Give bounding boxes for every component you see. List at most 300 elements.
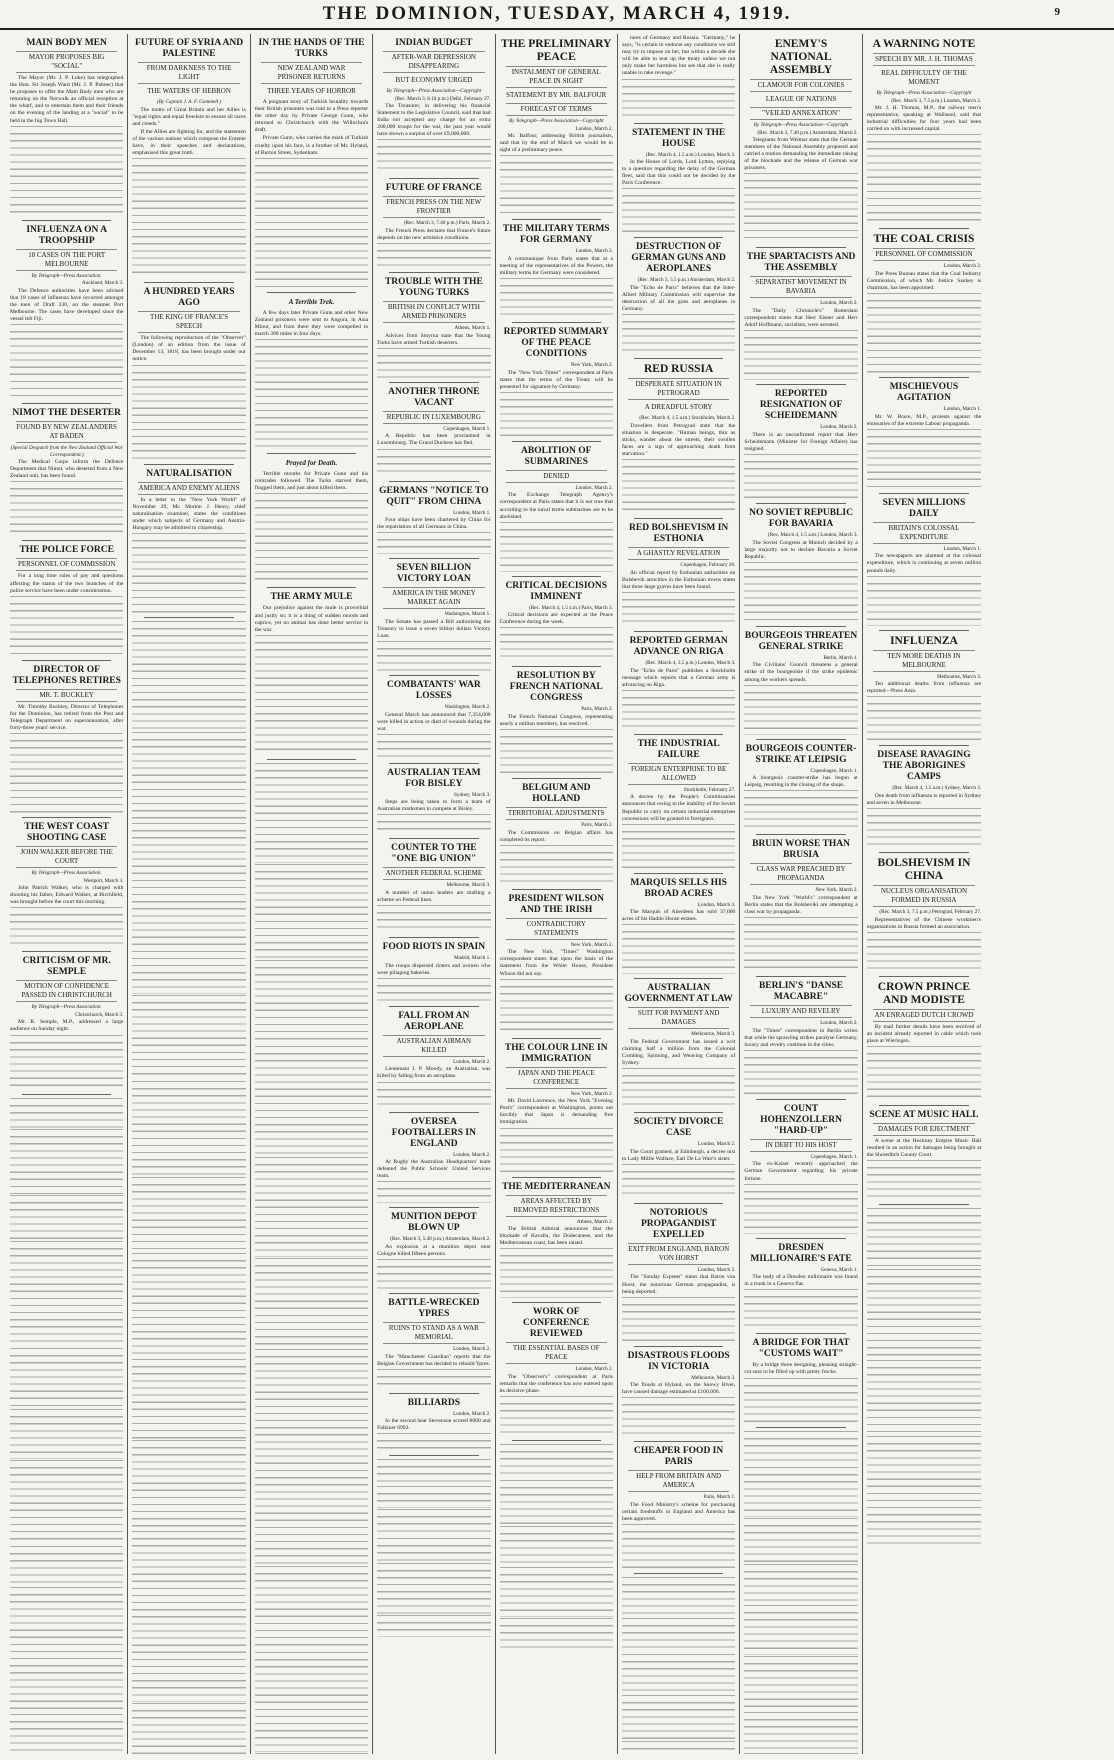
- article-text-continuation: [132, 732, 245, 822]
- article-divider: [512, 889, 601, 890]
- article-headline: MAIN BODY MEN: [26, 38, 107, 48]
- article-subheading: DENIED: [506, 470, 607, 483]
- article-text-continuation: [255, 960, 368, 1045]
- article-paragraph: Our prejudice against the mule is proverbial and justly so; it is a thing of sudden moods and caprice, yet no animal has done better service in the war.: [254, 605, 369, 633]
- article-dateline: (Rec. March 4, 1.5 a.m.) Stockholm, March 2.: [639, 415, 736, 422]
- article-headline: GERMANS "NOTICE TO QUIT" FROM CHINA: [379, 485, 489, 507]
- article-divider: [879, 228, 969, 229]
- article-paragraph: The French National Congress, representing nearly a million members, has resolved.: [499, 713, 613, 727]
- article-paragraph: The floods at Hyland, on the Snowy River, have caused damage estimated at £100,000.: [621, 1382, 736, 1396]
- article-subheading: ANOTHER FEDERAL SCHEME: [383, 867, 484, 880]
- article-paragraph: The Court granted, at Edinburgh, a decree nisi to Lady Millie Wallace, Earl De La Warr's sister.: [621, 1148, 736, 1162]
- article-text-continuation: [132, 158, 245, 278]
- article-subheading: 18 CASES ON THE PORT MELBOURNE: [16, 249, 117, 271]
- article-subsection-heading: Prayed for Death.: [285, 459, 338, 468]
- article-text-continuation: [622, 1397, 735, 1437]
- article-text-continuation: [500, 1567, 613, 1617]
- article-dateline: (Rec. March 4, 1.5 a.m.) London, March 3.: [768, 532, 858, 539]
- article-headline: BELGIUM AND HOLLAND: [522, 783, 591, 805]
- article-divider: [634, 978, 723, 979]
- article-headline: OVERSEA FOOTBALLERS IN ENGLAND: [391, 1116, 476, 1149]
- article-paragraph: Representatives of the Chinese workmen's organisations in Russia formed an association.: [866, 916, 982, 930]
- article-divider: [634, 518, 723, 519]
- article-text-continuation: [622, 1524, 735, 1569]
- article-source-line: By Telegraph—Press Association—Copyright: [386, 88, 482, 94]
- article-text-continuation: [622, 1577, 735, 1617]
- article-paragraph: The "Sunday Express" states that Baron von Horst, the notorious German propagandist, is being deported.: [621, 1274, 736, 1295]
- article-divider: [512, 576, 601, 577]
- article-subheading: CLASS WAR PREACHED BY PROPAGANDA: [750, 863, 851, 885]
- article-dateline: Stockholm, February 27.: [683, 786, 736, 793]
- article-headline: NOTORIOUS PROPAGANDIST EXPELLED: [640, 1207, 717, 1240]
- article-paragraph: One death from influenza is reported in Sydney and seven in Melbourne.: [866, 792, 982, 806]
- article-paragraph: At Rugby the Australian Headquarters' team defeated the Public Schools' United Services team.: [377, 1159, 491, 1180]
- article-paragraph: The New York "Times" Washington correspondent states that upon the basis of the statement from the White House, President Wilson did not say.: [499, 949, 613, 977]
- article-subheading: FOREIGN ENTERPRISE TO BE ALLOWED: [628, 763, 729, 785]
- article-dateline: Melbourne, March 3.: [691, 1374, 736, 1381]
- article-headline: DIRECTOR OF TELEPHONES RETIRES: [12, 664, 121, 686]
- article-subheading: JAPAN AND THE PEACE CONFERENCE: [506, 1067, 607, 1089]
- article-divider: [389, 558, 478, 559]
- article-divider: [756, 626, 845, 627]
- article: [10, 665, 123, 813]
- article-paragraph: There is an unconfirmed report that Herr Scheidemann (Minister for Foreign Affairs) has resigned.: [744, 431, 858, 452]
- article-text-continuation: [377, 449, 490, 477]
- article-subheading: TEN MORE DEATHS IN MELBOURNE: [873, 650, 975, 672]
- article-paragraph: In the House of Lords, Lord Lytton, replying to a question regarding the delay of the German fleet, said that this could not be decided by the Paris Conference.: [621, 159, 736, 187]
- article-divider: [267, 292, 356, 293]
- article-headline: MARQUIS SELLS HIS BROAD ACRES: [630, 877, 727, 899]
- article-dateline: Madrid, March 1.: [453, 955, 491, 962]
- article-dateline: (Rec. March 3, 7.40 p.m.) Amsterdam, March 2.: [757, 129, 858, 136]
- article-text-continuation: [377, 243, 490, 268]
- article-text-continuation: [622, 924, 735, 974]
- article: [10, 408, 123, 536]
- article-paragraph: The "Echo de Paris" believes that the Inter-Allied Military Commission will supervise the destruction of all the guns and aeroplanes in Germany.: [621, 284, 736, 313]
- article-divider: [144, 282, 233, 283]
- article-paragraph: Mr. R. Semple, M.P., addressed a large audience on Sunday night.: [10, 1019, 124, 1033]
- article-paragraph: By mail further details have been received of an incident already reported in cable which took place at Wieringen.: [866, 1023, 982, 1044]
- article-headline: AUSTRALIAN TEAM FOR BISLEY: [387, 767, 481, 789]
- column-4: [373, 34, 495, 1754]
- article: [622, 35, 735, 119]
- article-divider: [756, 1427, 845, 1428]
- article-subheading: LUXURY AND REVELRY: [750, 1005, 851, 1018]
- article-headline: COMBATANTS' WAR LOSSES: [387, 680, 481, 701]
- article-text-continuation: [744, 1289, 857, 1329]
- article-divider: [756, 834, 845, 835]
- article-divider: [634, 873, 723, 874]
- article-dateline: (Rec. March 4, 1.5 a.m.) Sydney, March 3.: [892, 785, 982, 792]
- article-headline: PRESIDENT WILSON AND THE IRISH: [508, 893, 604, 915]
- article-divider: [756, 503, 845, 504]
- article-text-continuation: [500, 1128, 613, 1173]
- article: [10, 822, 123, 947]
- article-headline: TROUBLE WITH THE YOUNG TURKS: [384, 277, 483, 299]
- article-subheading: TERRITORIAL ADJUSTMENTS: [506, 807, 607, 820]
- article-text-continuation: [377, 1615, 490, 1637]
- article-dateline: London, March 2.: [820, 300, 858, 307]
- article-text-continuation: [622, 459, 735, 514]
- article: [500, 894, 613, 1034]
- masthead: [0, 0, 1114, 30]
- article-headline: BILLIARDS: [407, 1397, 460, 1408]
- article-text-continuation: [622, 1297, 735, 1342]
- article-text-continuation: [255, 339, 368, 449]
- article: [132, 469, 245, 613]
- article-dateline: Paris, March 2.: [581, 706, 613, 713]
- article-paragraph: The "Times" correspondent in Berlin writes that while the sprawling strikes paralyse Germany, luxury and revelry continue in the cities.: [744, 1027, 858, 1048]
- article-subheading: REAL DIFFICULTY OF THE MOMENT: [881, 69, 967, 86]
- article-divider: [267, 587, 356, 588]
- article-source-line: By Telegraph—Press Association.: [31, 1004, 102, 1011]
- article-paragraph: The ex-Kaiser recently approached the German Government regarding his private fortune.: [744, 1161, 858, 1182]
- article-dateline: (Rec. March 4, 1.5 a.m.) London, March 3.: [645, 151, 736, 158]
- article-subheading: IN DEBT TO HIS HOST: [750, 1139, 851, 1152]
- article-text-continuation: [255, 1157, 368, 1257]
- article-text-continuation: [10, 1035, 123, 1090]
- article: [500, 224, 613, 318]
- article-subheading: STATEMENT BY MR. BALFOUR: [506, 91, 607, 99]
- article-paragraph: The British Admiral announces that the blockade of Kavalla, the Dodecanese, and the Mediterranean coast, has been raised.: [499, 1226, 613, 1247]
- article: [377, 1212, 490, 1289]
- article-headline: THE ARMY MULE: [270, 592, 353, 603]
- article-paragraph: Mr. J. H. Thomas, M.P., the railway men's representative, speaking at Wallsend, said that industrial difficulties for four years had been carried on with increased capital.: [866, 105, 982, 133]
- article-dateline: Athens, March 2.: [576, 1218, 613, 1225]
- article-text-continuation: [867, 932, 981, 972]
- article-headline: ENEMY'S NATIONAL ASSEMBLY: [769, 38, 833, 76]
- article-paragraph: Private Gunn, who carries the mark of Turkish cruelty upon his face, is a brother of Mr. Hyland, of Burton Street, Sydenham.: [254, 135, 369, 156]
- article-text-continuation: [500, 1480, 613, 1525]
- article-headline: BATTLE-WRECKED YPRES: [388, 1298, 480, 1319]
- article-text-continuation: [377, 1538, 490, 1562]
- article-text-continuation: [255, 158, 368, 288]
- article-paragraph: The Treasurer, in delivering his financial Statement to the Legislative Council, said that had India not accepted any charge for an extra 200,000 troops for the war, the past year would have shown a surplus of over £9,000,000.: [377, 103, 491, 138]
- article-subheading: SUIT FOR PAYMENT AND DAMAGES: [628, 1007, 729, 1029]
- article-text-continuation: [132, 823, 245, 893]
- article-subheading: MAYOR PROPOSES BIG "SOCIAL": [16, 51, 117, 73]
- article-text-continuation: [500, 1618, 613, 1653]
- article-dateline: Paris, March 1.: [703, 1494, 736, 1501]
- article: [744, 839, 857, 972]
- article-divider: [22, 403, 111, 404]
- article-paragraph: Advices from Smyrna state that the Young Turks have armed Turkish deserters.: [377, 332, 491, 346]
- article-text-continuation: [867, 1436, 981, 1546]
- article-dateline: London, March 2.: [453, 1346, 491, 1352]
- article: [867, 635, 981, 742]
- article-source-line: By Telegraph—Press Association—Copyright: [876, 90, 972, 96]
- article-dateline: (Rec. March 3, 7.5 p.m.) London, March 2.: [891, 97, 982, 104]
- article-divider: [879, 852, 969, 853]
- article-paragraph: The Senate has passed a Bill authorising the Treasury to issue a seven billion dollars Victory Loan.: [377, 618, 491, 639]
- article-headline: MUNITION DEPOT BLOWN UP: [390, 1212, 477, 1234]
- article-paragraph: The Marquis of Aberdeen has sold 37,000 acres of his Haddo House estates.: [621, 909, 736, 923]
- article-paragraph: The Exchange Telegraph Agency's correspondent at Paris states that it is not true that according to the naval terms submarines are to be abolished.: [499, 492, 613, 520]
- article-dateline: London, March 2.: [575, 125, 613, 132]
- article-divider: [389, 272, 478, 273]
- article-headline: COUNTER TO THE "ONE BIG UNION": [391, 843, 477, 865]
- article-text-continuation: [622, 1618, 735, 1653]
- article-divider: [756, 247, 845, 248]
- article: [377, 183, 490, 268]
- article-headline: CRITICAL DECISIONS IMMINENT: [505, 580, 608, 602]
- article-headline: THE WEST COAST SHOOTING CASE: [24, 822, 110, 844]
- article-text-continuation: [377, 1486, 490, 1508]
- article-text-continuation: [10, 596, 123, 656]
- article-paragraph: The body of a Dresden millionaire was found in a trunk in a Geneva flat.: [744, 1274, 858, 1288]
- article-divider: [512, 1302, 601, 1303]
- article-divider: [756, 1333, 845, 1334]
- article-text-continuation: [500, 1444, 613, 1479]
- article-subheading: THE WATERS OF HEBRON: [147, 87, 231, 95]
- article: [622, 523, 735, 627]
- article-subheading: PERSONNEL OF COMMISSION: [873, 248, 975, 261]
- article-text-continuation: [132, 1177, 245, 1252]
- article-subheading: SEPARATIST MOVEMENT IN BAVARIA: [750, 276, 851, 298]
- article-headline: BRUIN WORSE THAN BRUSIA: [752, 839, 850, 861]
- article: [255, 38, 368, 288]
- article-divider: [22, 951, 111, 952]
- article: [500, 671, 613, 774]
- article: [622, 878, 735, 975]
- article-divider: [22, 817, 111, 818]
- article-divider: [879, 377, 969, 378]
- article-divider: [389, 1112, 478, 1113]
- article-text-continuation: [132, 1440, 245, 1530]
- article-divider: [267, 453, 356, 454]
- article-text-continuation: [744, 917, 857, 972]
- article-source-line: (By Captain J. A. F. Gammell.): [156, 99, 222, 105]
- article-divider: [879, 976, 969, 977]
- article-text-continuation: [500, 278, 613, 318]
- article-text-continuation: [500, 155, 613, 215]
- article-headline: THE POLICE FORCE: [19, 545, 114, 556]
- article-text-continuation: [255, 635, 368, 755]
- article-paragraph: A communique from Paris states that at a meeting of the representatives of the Powers, the military terms for Germany were considered.: [499, 255, 613, 276]
- article-dateline: Paris, March 2.: [581, 822, 613, 829]
- article-paragraph: Steps are being taken to form a team of Australian marksmen to compete at Bisley.: [377, 799, 491, 813]
- article-text-continuation: [377, 1459, 490, 1485]
- article: [377, 1011, 490, 1108]
- article-headline: BOLSHEVISM IN CHINA: [877, 857, 971, 882]
- article-divider: [22, 1094, 111, 1095]
- article: [622, 363, 735, 514]
- article-source-line: By Telegraph—Press Association.: [31, 272, 102, 279]
- article-headline: STATEMENT IN THE HOUSE: [632, 127, 726, 149]
- article: [622, 1117, 735, 1199]
- article: [377, 563, 490, 671]
- article-subheading: FROM DARKNESS TO THE LIGHT: [138, 62, 239, 84]
- article: [255, 297, 368, 449]
- article-paragraph: A bourgeois counter-strike has begun at Leipsig, resulting in the closing of the shops.: [744, 775, 858, 789]
- article-text-continuation: [622, 1741, 735, 1754]
- article-headline: THE SPARTACISTS AND THE ASSEMBLY: [746, 252, 856, 274]
- article-text-continuation: [744, 562, 857, 622]
- article-text-continuation: [744, 173, 857, 243]
- article-subheading: PERSONNEL OF COMMISSION: [16, 558, 117, 571]
- article-headline: BERLIN'S "DANSE MACABRE": [758, 981, 844, 1003]
- article-paragraph: Travellers from Petrograd state that the situation is desperate. "Human beings, thin as sticks, wander about the streets, their swollen faces are a sign of approaching death from starvation.": [621, 422, 736, 458]
- article-divider: [144, 464, 233, 465]
- article-paragraph: An explosion at a munition depot near Cologne killed fifteen persons.: [377, 1243, 491, 1257]
- article-divider: [512, 1440, 601, 1441]
- article-subheading: FRENCH PRESS ON THE NEW FRONTIER: [383, 196, 484, 218]
- article-subheading: DAMAGES FOR EJECTMENT: [873, 1123, 975, 1136]
- article-paragraph: A Republic has been proclaimed in Luxembourg. The Grand Duchess has fled.: [377, 433, 491, 447]
- column-3: [251, 34, 373, 1754]
- article-subheading: AUSTRALIAN AIRMAN KILLED: [383, 1035, 484, 1057]
- article-text-continuation: [867, 1160, 981, 1200]
- article-subheading: "VEILED ANNEXATION": [750, 107, 851, 120]
- article-divider: [512, 666, 601, 667]
- article-divider: [512, 778, 601, 779]
- article: [744, 38, 857, 243]
- article: [500, 783, 613, 885]
- article-dateline: Copenhagen, March 1.: [810, 767, 858, 774]
- article-subheading: A GHASTLY REVELATION: [628, 547, 729, 560]
- article-headline: INDIAN BUDGET: [395, 38, 473, 48]
- article: [867, 981, 981, 1101]
- article-divider: [634, 237, 723, 238]
- article-subheading: THE ESSENTIAL BASES OF PEACE: [506, 1342, 607, 1364]
- article-paragraph: A decree by the People's Commissaries announces that owing to the inability of the Soviet Republic to carry on certain industrial enterprises concessions will be granted to foreigners.: [621, 794, 736, 822]
- article-text-continuation: [867, 429, 981, 489]
- article-text-continuation: [377, 1181, 490, 1203]
- article: [500, 1182, 613, 1299]
- article-text-continuation: [132, 894, 245, 994]
- article-headline: DESTRUCTION OF GERMAN GUNS AND AEROPLANES: [631, 242, 726, 275]
- article-divider: [634, 1573, 723, 1574]
- article: [744, 508, 857, 622]
- article-dateline: London, March 2.: [453, 1410, 491, 1417]
- article-headline: NO SOVIET REPUBLIC FOR BAVARIA: [749, 508, 853, 530]
- article-paragraph: A poignant story of Turkish brutality towards their British prisoners was told to a Press reporter the other day by Private George Gunn, who returned to Christchurch with the Willochra's draft.: [254, 99, 369, 134]
- article-text-continuation: [377, 532, 490, 554]
- article-paragraph: The New York "World's" correspondent at Berlin states that the Bolsheviki are attempting a class war by propaganda.: [744, 894, 858, 915]
- article-headline: DRESDEN MILLIONAIRE'S FATE: [750, 1242, 852, 1264]
- article-text-continuation: [622, 1164, 735, 1199]
- article-headline: CHEAPER FOOD IN PARIS: [634, 1446, 724, 1468]
- article-headline: BOURGEOIS THREATEN GENERAL STRIKE: [744, 630, 858, 652]
- article-text-continuation: [255, 763, 368, 863]
- article-text-continuation: [622, 824, 735, 869]
- article: [867, 382, 981, 489]
- article-headline: NATURALISATION: [146, 468, 232, 479]
- article-source-line: By Telegraph—Press Association.: [31, 870, 102, 877]
- article-text-continuation: [622, 690, 735, 730]
- article-headline: CROWN PRINCE AND MODISTE: [877, 980, 971, 1006]
- article-source-line: By Telegraph—Press Association—Copyright: [508, 118, 604, 124]
- article-dateline: New York, March 2.: [815, 887, 858, 894]
- article-divider: [756, 976, 845, 977]
- article-divider: [634, 1346, 723, 1347]
- article-dateline: Berlin, March 1.: [823, 654, 858, 661]
- article-divider: [389, 838, 478, 839]
- article: [500, 1307, 613, 1436]
- article-text-continuation: [10, 1658, 123, 1713]
- article-dateline: London, March 2.: [575, 1366, 613, 1373]
- article-headline: CRITICISM OF MR. SEMPLE: [22, 956, 111, 978]
- article: [377, 768, 490, 835]
- article-divider: [512, 322, 601, 323]
- article-headline: SCENE AT MUSIC HALL: [869, 1109, 979, 1120]
- article-dateline: Copenhagen, March 1.: [443, 425, 491, 432]
- article-headline: FUTURE OF FRANCE: [385, 183, 482, 194]
- article-divider: [634, 1112, 723, 1113]
- article-text-continuation: [744, 790, 857, 830]
- article-text-continuation: [10, 1714, 123, 1754]
- article-paragraph: The "Observer's" correspondent at Paris remarks that the conference has now entered upon its decisive phase.: [499, 1373, 613, 1394]
- article-text-continuation: [744, 1518, 857, 1563]
- article-dateline: London, March 2.: [575, 484, 613, 491]
- article-divider: [634, 123, 723, 124]
- article-paragraph: In the second heat Stevenson scored 8000 and Falkiner 6993.: [377, 1418, 491, 1432]
- article-paragraph: The "Echo de Paris" publishes a Stockholm message which reports that a German army is advancing on Riga.: [621, 667, 736, 688]
- article: [132, 287, 245, 459]
- article-dateline: London, March 2.: [697, 1141, 736, 1148]
- article-dateline: Christchurch, March 3.: [75, 1011, 124, 1018]
- article-text-continuation: [377, 734, 490, 759]
- article-headline: SEVEN MILLIONS DAILY: [882, 497, 966, 519]
- article: [744, 1338, 857, 1422]
- article-divider: [879, 630, 969, 631]
- article-text-continuation: [10, 1460, 123, 1545]
- article: [744, 744, 857, 831]
- article-paragraph: The Commission on Belgian affairs has completed its report.: [499, 829, 613, 843]
- article-divider: [634, 358, 723, 359]
- article-headline: THE INDUSTRIAL FAILURE: [637, 738, 720, 760]
- article-divider: [389, 1207, 478, 1208]
- article-text-continuation: [132, 365, 245, 460]
- article-headline: SEVEN BILLION VICTORY LOAN: [396, 563, 472, 585]
- article-subheading: LEAGUE OF NATIONS: [765, 95, 837, 103]
- article-subheading: NUCLEUS ORGANISATION FORMED IN RUSSIA: [873, 885, 975, 907]
- article: [377, 1298, 490, 1389]
- article-text-continuation: [132, 1531, 245, 1601]
- article-divider: [879, 1105, 969, 1106]
- article-divider: [634, 1441, 723, 1442]
- article: [377, 486, 490, 555]
- article-headline: RESOLUTION BY FRENCH NATIONAL CONGRESS: [509, 671, 603, 704]
- article-dateline: (Rec. March 4, 1.5 a.m.) Paris, March 3.: [529, 604, 613, 611]
- article-subheading: A DREADFUL STORY: [644, 403, 713, 412]
- article-dateline: Athens, March 1.: [454, 325, 491, 332]
- article-divider: [879, 745, 969, 746]
- article: [500, 446, 613, 572]
- article-headline: RED BOLSHEVISM IN ESTHONIA: [629, 523, 729, 545]
- article-dateline: London, March 1.: [943, 545, 982, 552]
- article-subheading: FORECAST OF TERMS: [506, 103, 607, 116]
- article-dateline: (Rec. March 3, 5.5 p.m.) Amsterdam, March 2.: [637, 277, 736, 284]
- article-text-continuation: [377, 1433, 490, 1451]
- column-7: [740, 34, 862, 1754]
- article-headline: INFLUENZA ON A TROOPSHIP: [26, 224, 108, 246]
- article-subheading: BRITAIN'S COLOSSAL EXPENDITURE: [873, 522, 975, 544]
- article-text-continuation: [255, 1753, 368, 1754]
- article-text-continuation: [744, 1656, 857, 1711]
- article-paragraph: The Defence authorities have been advised that 18 cases of influenza have occurred amongst the men of Draft 230, on the steamer Port Melbourne. The cases have developed since the vessel left Fiji.: [10, 287, 124, 323]
- article: [867, 1110, 981, 1200]
- article-text-continuation: [10, 481, 123, 536]
- article-headline: AUSTRALIAN GOVERNMENT AT LAW: [624, 983, 733, 1005]
- article-text-continuation: [377, 1369, 490, 1389]
- article: [500, 327, 613, 437]
- article-subsection-heading: A Terrible Trek.: [288, 297, 335, 306]
- article-paragraph: A few days later Private Gunn and other New Zealand prisoners were sent to Angora, in Asia Minor, and from there they were compelled to march 300 miles in four days.: [254, 309, 369, 338]
- article-paragraph: For a long time rules of pay and questions affecting the status of the two branches of the police service have been under consideration.: [10, 573, 124, 594]
- article-paragraph: The Civilians' Council threatens a general strike of the bourgeoisie if the strike epidemic among the workers spreads.: [744, 662, 858, 683]
- article: [377, 387, 490, 477]
